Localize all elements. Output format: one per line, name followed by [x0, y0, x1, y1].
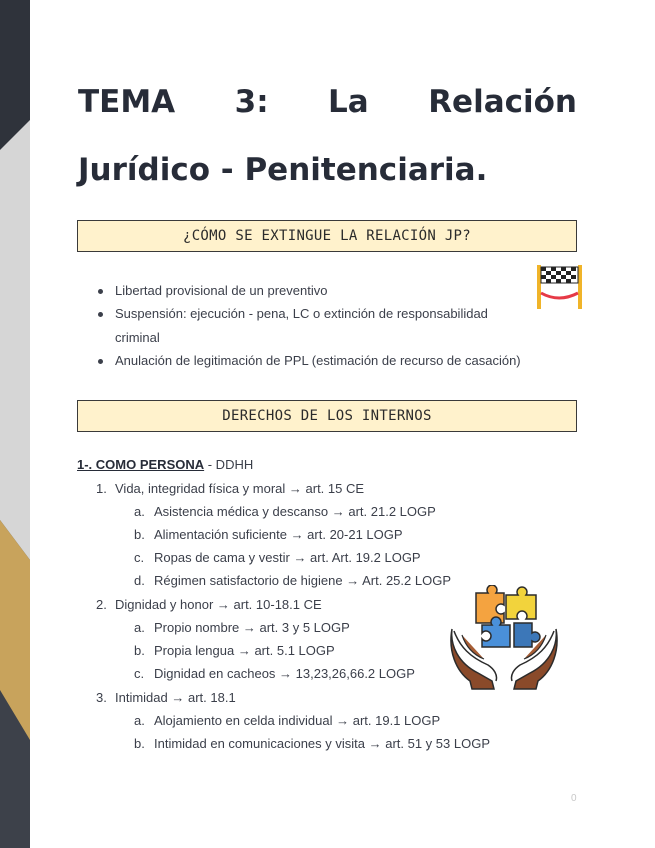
sub-letter: c. — [134, 666, 145, 681]
sub-item: Propia lengua → art. 5.1 LOGP — [154, 643, 335, 658]
sub-letter: a. — [134, 620, 145, 635]
sub-item: Ropas de cama y vestir → art. Art. 19.2 LOGP — [154, 550, 421, 565]
sub-letter: d. — [134, 573, 145, 588]
page-title-line2: Jurídico - Penitenciaria. — [78, 152, 488, 188]
title-word: Relación — [428, 84, 577, 120]
list-item: Intimidad → art. 18.1 — [115, 690, 236, 705]
bullet — [98, 289, 103, 294]
sub-letter: a. — [134, 713, 145, 728]
list-number: 2. — [96, 597, 107, 612]
sub-letter: b. — [134, 736, 145, 751]
sub-item: Dignidad en cacheos → 13,23,26,66.2 LOGP — [154, 666, 415, 681]
sub-letter: b. — [134, 643, 145, 658]
page-title-line1 — [78, 82, 577, 122]
title-word: La — [328, 84, 369, 120]
hands-puzzle-icon — [448, 585, 560, 691]
sub-item: Régimen satisfactorio de higiene → Art. 25.2 LOGP — [154, 573, 451, 588]
section-box-label: ¿CÓMO SE EXTINGUE LA RELACIÓN JP? — [182, 228, 472, 244]
page-number: 0 — [571, 793, 577, 804]
list-item: Suspensión: ejecución - pena, LC o extinción de responsabilidad — [115, 306, 488, 321]
document-page — [30, 0, 655, 848]
list-item-continuation: criminal — [115, 330, 160, 345]
title-word: 3: — [234, 84, 269, 120]
list-item: Vida, integridad física y moral → art. 15 CE — [115, 481, 365, 496]
list-number: 3. — [96, 690, 107, 705]
sub-item: Alimentación suficiente → art. 20-21 LOGP — [154, 527, 403, 542]
sub-letter: c. — [134, 550, 145, 565]
sub-letter: b. — [134, 527, 145, 542]
sub-item: Propio nombre → art. 3 y 5 LOGP — [154, 620, 350, 635]
section-heading — [77, 457, 253, 472]
side-decoration — [0, 0, 30, 848]
finish-line-icon — [536, 263, 583, 311]
bullet — [98, 312, 103, 317]
section-heading-suffix: - DDHH — [204, 457, 254, 472]
sub-item: Intimidad en comunicaciones y visita → art. 51 y 53 LOGP — [154, 736, 490, 751]
sub-item: Asistencia médica y descanso → art. 21.2 LOGP — [154, 504, 436, 519]
sub-item: Alojamiento en celda individual → art. 19.1 LOGP — [154, 713, 441, 728]
list-item: Libertad provisional de un preventivo — [115, 283, 328, 298]
section-box-rights — [77, 400, 577, 432]
bullet — [98, 359, 103, 364]
list-item: Anulación de legitimación de PPL (estimación de recurso de casación) — [115, 353, 521, 368]
list-number: 1. — [96, 481, 107, 496]
list-item: Dignidad y honor → art. 10-18.1 CE — [115, 597, 322, 612]
title-word: TEMA — [78, 84, 176, 120]
sub-letter: a. — [134, 504, 145, 519]
section-box-extinction — [77, 220, 577, 252]
section-box-label: DERECHOS DE LOS INTERNOS — [222, 408, 432, 424]
section-heading-main: 1-. COMO PERSONA — [77, 457, 205, 472]
